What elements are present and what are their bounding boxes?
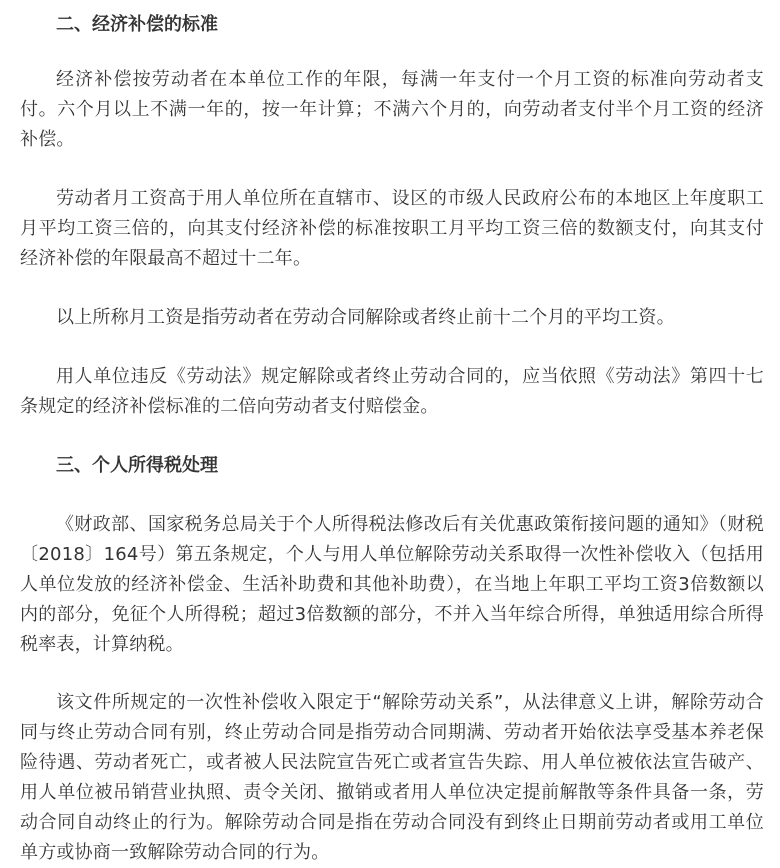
paragraph: 该文件所规定的一次性补偿收入限定于“解除劳动关系”，从法律意义上讲，解除劳动合同与终止劳动合同有别，终止劳动合同是指劳动合同期满、劳动者开始依法享受基本养老保险待遇、劳动者死亡，或者被人民法院宣告死亡或者宣告失踪、用人单位被依法宣告破产、用人单位被吊销营业执照、责令关闭、撤销或者用人单位决定提前解散等条件具备一条，劳动合同自动终止的行为。解除劳动合同是指在劳动合同没有到终止日期前劳动者或用工单位单方或协商一致解除劳动合同的行为。 <box>20 692 764 863</box>
paragraph: 经济补偿按劳动者在本单位工作的年限，每满一年支付一个月工资的标准向劳动者支付。六个月以上不满一年的，按一年计算；不满六个月的，向劳动者支付半个月工资的经济补偿。 <box>20 69 764 150</box>
paragraph: 《财政部、国家税务总局关于个人所得税法修改后有关优惠政策衔接问题的通知》（财税〔2018〕164号）第五条规定，个人与用人单位解除劳动关系取得一次性补偿收入（包括用人单位发放的经济补偿金、生活补助费和其他补助费），在当地上年职工平均工资3倍数额以内的部分，免征个人所得税；超过3倍数额的部分，不并入当年综合所得，单独适用综合所得税率表，计算纳税。 <box>20 514 764 655</box>
paragraph: 用人单位违反《劳动法》规定解除或者终止劳动合同的，应当依照《劳动法》第四十七条规定的经济补偿标准的二倍向劳动者支付赔偿金。 <box>20 366 764 417</box>
section-heading-income-tax: 三、个人所得税处理 <box>56 455 218 476</box>
paragraph: 以上所称月工资是指劳动者在劳动合同解除或者终止前十二个月的平均工资。 <box>56 307 675 328</box>
section-heading-compensation-standard: 二、经济补偿的标准 <box>56 14 218 35</box>
paragraph: 劳动者月工资高于用人单位所在直辖市、设区的市级人民政府公布的本地区上年度职工月平均工资三倍的，向其支付经济补偿的标准按职工月平均工资三倍的数额支付，向其支付经济补偿的年限最高不超过十二年。 <box>20 188 764 269</box>
